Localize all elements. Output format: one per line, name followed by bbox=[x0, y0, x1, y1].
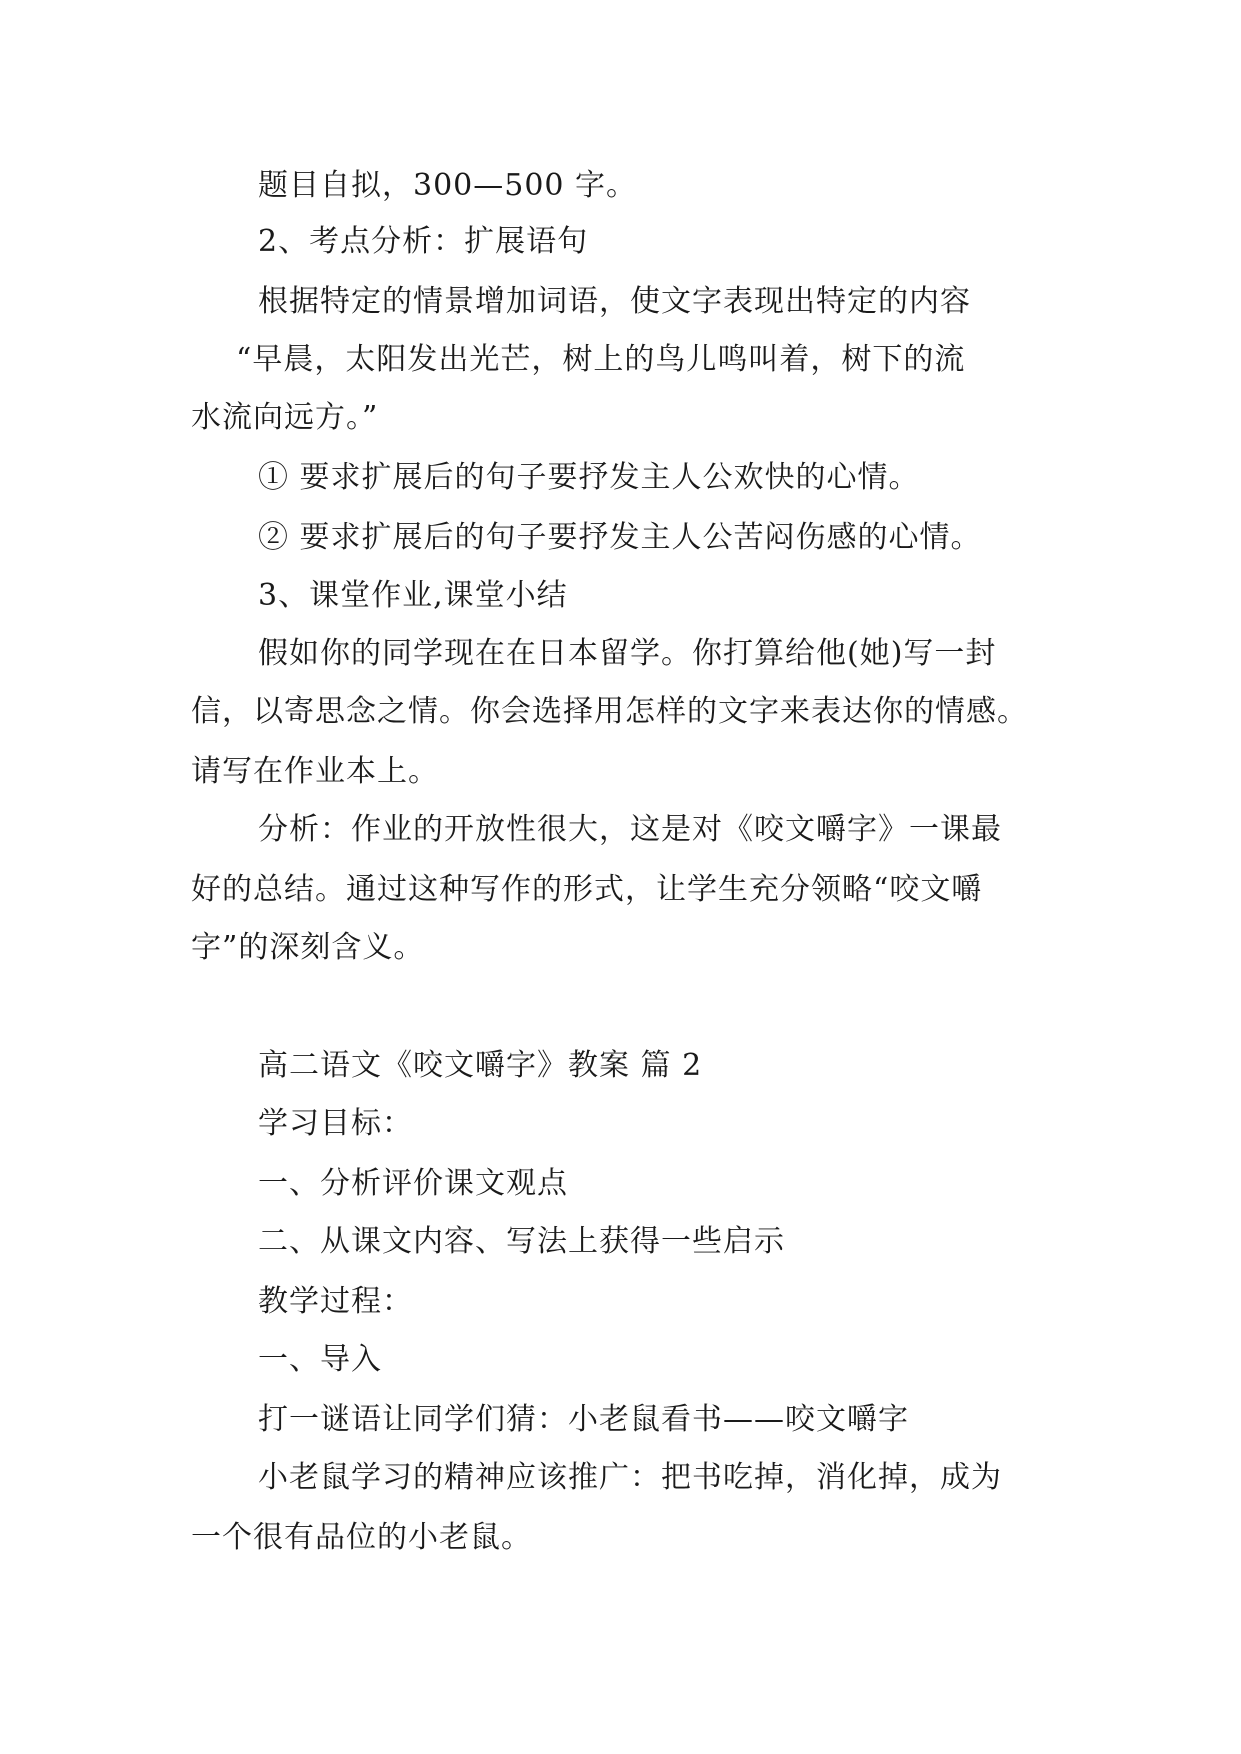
text-line: 教学过程： bbox=[258, 1284, 413, 1319]
text-line: 假如你的同学现在在日本留学。你打算给他(她)写一封 bbox=[258, 636, 997, 671]
section-heading: 高二语文《咬文嚼字》教案 篇 2 bbox=[258, 1048, 703, 1083]
text-line: 根据特定的情景增加词语，使文字表现出特定的内容 bbox=[258, 284, 971, 319]
text-line: “早晨，太阳发出光芒，树上的鸟儿鸣叫着，树下的流 bbox=[236, 342, 966, 377]
text-line: 分析：作业的开放性很大，这是对《咬文嚼字》一课最 bbox=[258, 812, 1002, 847]
text-line: ② 要求扩展后的句子要抒发主人公苦闷伤感的心情。 bbox=[258, 520, 982, 555]
text-line: 请写在作业本上。 bbox=[191, 754, 439, 789]
text-line: 打一谜语让同学们猜：小老鼠看书——咬文嚼字 bbox=[258, 1402, 909, 1437]
text-line: 2、考点分析：扩展语句 bbox=[258, 224, 589, 259]
text-line: 字”的深刻含义。 bbox=[191, 930, 425, 965]
text-line: 3、课堂作业,课堂小结 bbox=[258, 578, 568, 613]
text-line: 一个很有品位的小老鼠。 bbox=[191, 1520, 532, 1555]
text-line: 题目自拟，300—500 字。 bbox=[258, 168, 638, 203]
text-line: ① 要求扩展后的句子要抒发主人公欢快的心情。 bbox=[258, 460, 920, 495]
text-line: 学习目标： bbox=[258, 1106, 413, 1141]
text-line: 一、导入 bbox=[258, 1342, 382, 1377]
text-line: 一、分析评价课文观点 bbox=[258, 1166, 568, 1201]
text-line: 水流向远方。” bbox=[191, 400, 379, 435]
text-line: 信，以寄思念之情。你会选择用怎样的文字来表达你的情感。 bbox=[191, 694, 1028, 729]
text-line: 好的总结。通过这种写作的形式，让学生充分领略“咬文嚼 bbox=[191, 872, 983, 907]
text-line: 小老鼠学习的精神应该推广：把书吃掉，消化掉，成为 bbox=[258, 1460, 1002, 1495]
text-line: 二、从课文内容、写法上获得一些启示 bbox=[258, 1224, 785, 1259]
